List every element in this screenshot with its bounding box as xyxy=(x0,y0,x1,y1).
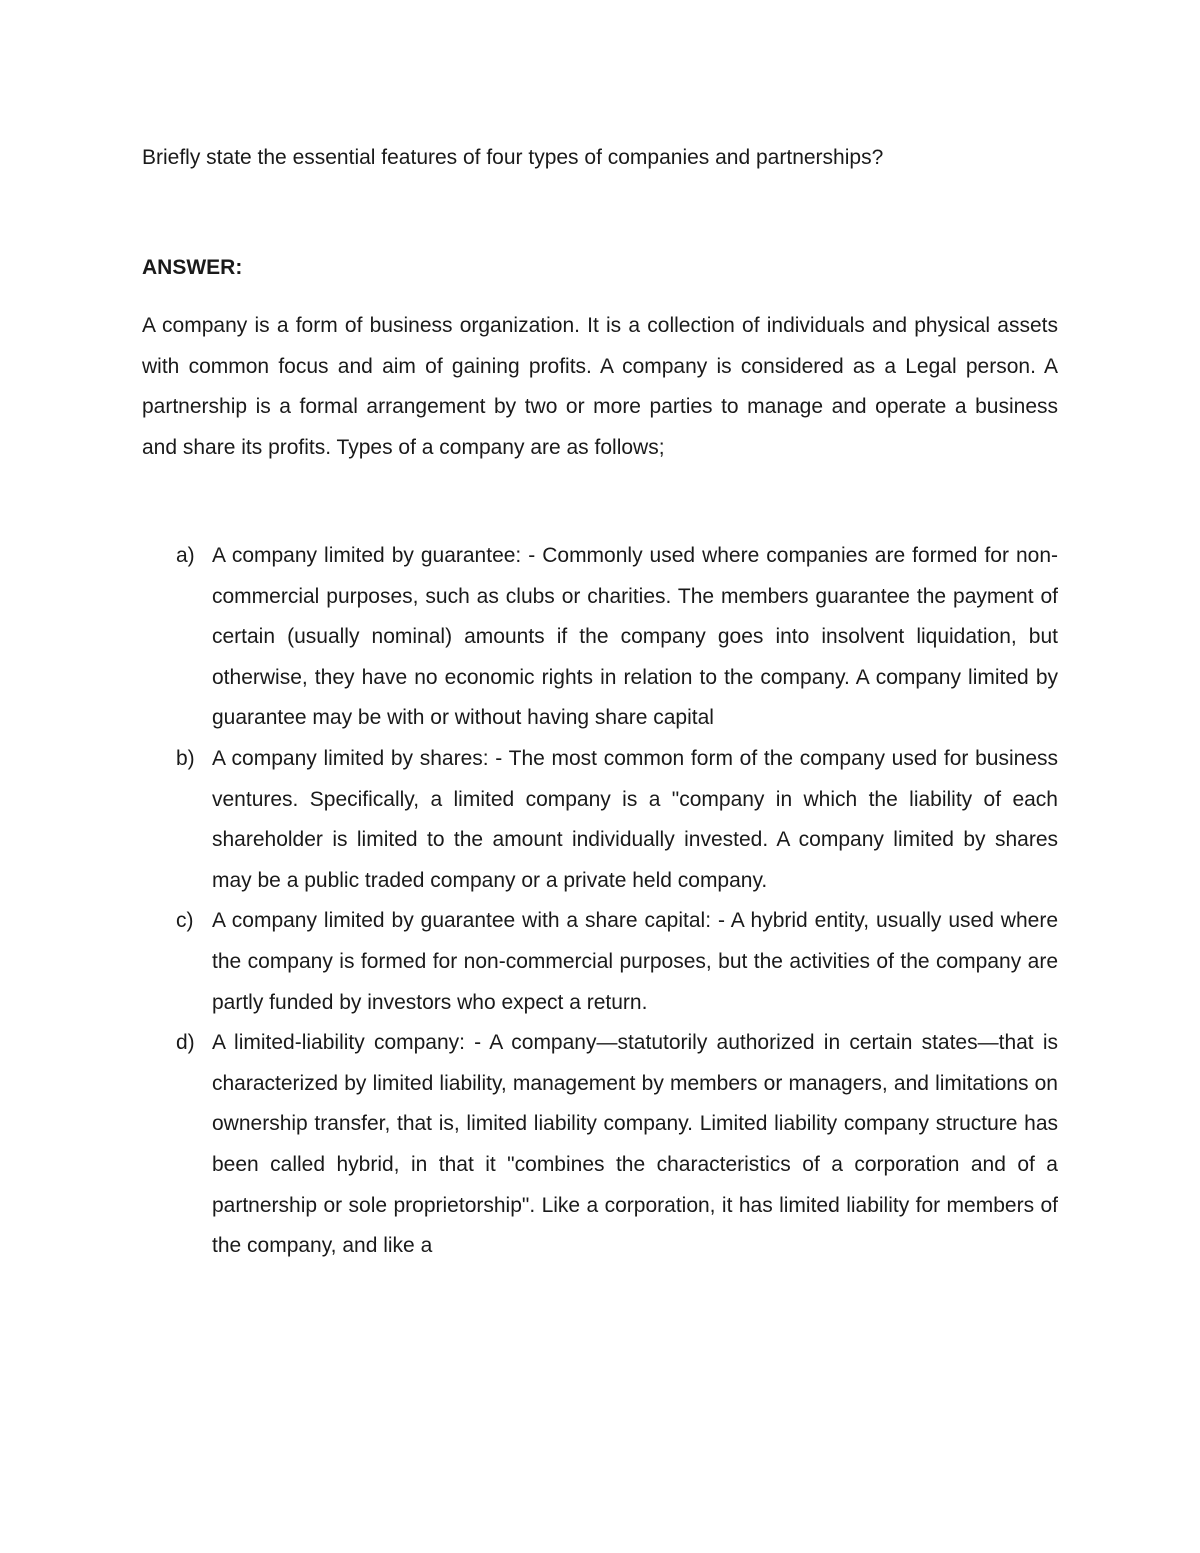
list-item-text: A limited-liability company: - A company—statutorily authorized in certain states—that is characterized by limited liability, management by members or managers, and limitations on ownership transfer, that is, limited liability company. Limited liability company structure has been called hybrid, in that it "combines the characteristics of a corporation and of a partnership or sole proprietorship". Like a corporation, it has limited liability for members of the company, and like a xyxy=(212,1031,1058,1258)
list-item-c xyxy=(142,901,1058,1023)
answer-heading: ANSWER: xyxy=(142,256,243,279)
list-marker: d) xyxy=(176,1031,195,1055)
list-marker: b) xyxy=(176,746,195,770)
list-marker: a) xyxy=(176,544,195,567)
list-item-b xyxy=(142,739,1058,901)
question-text: Briefly state the essential features of four types of companies and partnerships? xyxy=(142,146,884,169)
company-types-list xyxy=(142,536,1058,1267)
list-item-text: A company limited by shares: - The most common form of the company used for business ventures. Specifically, a limited company is a "company in which the liability of each shareholder is limited to the amount individually invested. A company limited by shares may be a public traded company or a private held company. xyxy=(212,746,1058,892)
list-item-text: A company limited by guarantee: - Commonly used where companies are formed for non-commercial purposes, such as clubs or charities. The members guarantee the payment of certain (usually nominal) amounts if the company goes into insolvent liquidation, but otherwise, they have no economic rights in relation to the company. A company limited by guarantee may be with or without having share capital xyxy=(212,544,1058,730)
intro-paragraph: A company is a form of business organization. It is a collection of individuals and physical assets with common focus and aim of gaining profits. A company is considered as a Legal person. A partnership is a formal arrangement by two or more parties to manage and operate a business and share its profits. Types of a company are as follows; xyxy=(142,314,1058,459)
list-item-text: A company limited by guarantee with a share capital: - A hybrid entity, usually used where the company is formed for non-commercial purposes, but the activities of the company are partly funded by investors who expect a return. xyxy=(212,909,1058,1014)
list-marker: c) xyxy=(176,909,194,933)
list-item-a xyxy=(142,536,1058,739)
list-item-d xyxy=(142,1023,1058,1267)
